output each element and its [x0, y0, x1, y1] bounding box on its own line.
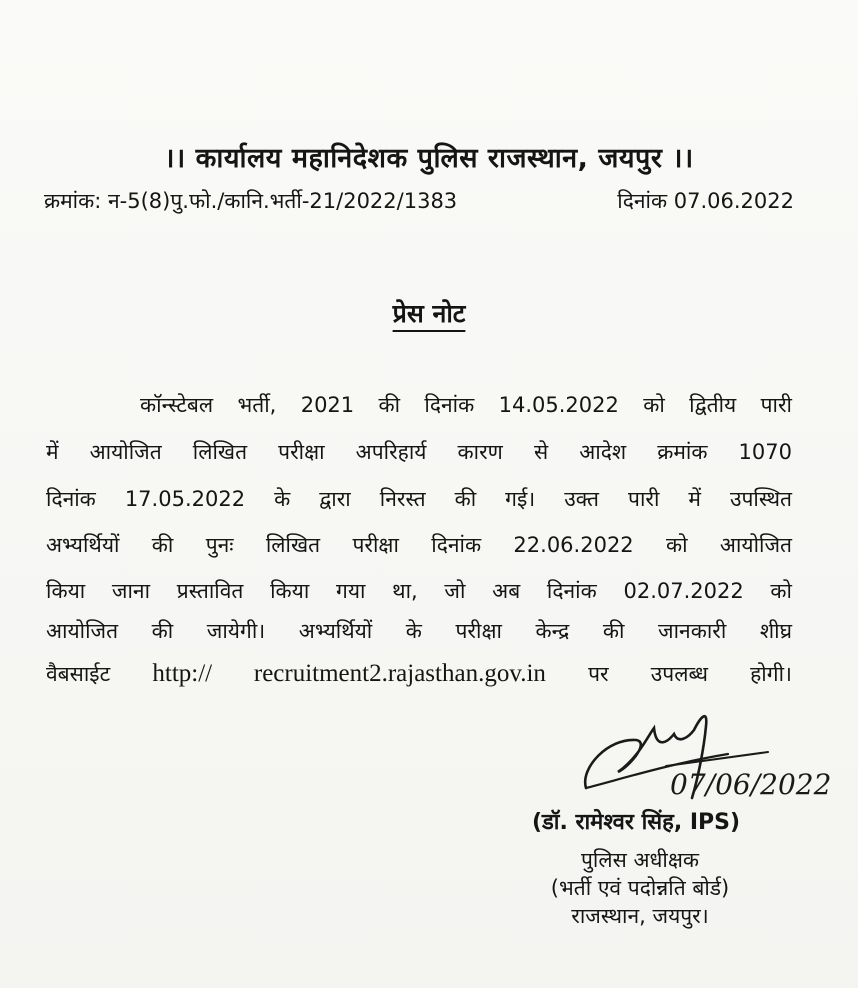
press-note-title [0, 296, 858, 330]
signatory-name: (डॉ. रामेश्वर सिंह, IPS) [531, 810, 741, 835]
designation-line-1: पुलिस अधीक्षक [580, 848, 700, 872]
reference-line [44, 187, 794, 215]
handwritten-signature [578, 708, 848, 804]
reference-number: क्रमांक: न-5(8)पु.फो./कानि.भर्ती-21/2022/1383 [44, 189, 458, 213]
designation-line-2: (भर्ती एवं पदोन्नति बोर्ड) [550, 876, 730, 900]
body-line-7 [46, 659, 792, 689]
website-label: वैबसाईट [46, 662, 111, 686]
body-line-5: किया जाना प्रस्तावित किया गया था, जो अब दिनांक 02.07.2022 को [46, 579, 792, 603]
body-line-2: में आयोजित लिखित परीक्षा अपरिहार्य कारण से आदेश क्रमांक 1070 [46, 440, 792, 464]
website-url[interactable]: http:// recruitment2.rajasthan.gov.in [152, 660, 546, 687]
body-line-6: आयोजित की जायेगी। अभ्यर्थियों के परीक्षा केन्द्र की जानकारी शीघ्र [46, 619, 792, 643]
website-suffix: पर उपलब्ध होगी। [588, 662, 792, 686]
press-note-title-text: प्रेस नोट [392, 299, 466, 328]
designation-line-3: राजस्थान, जयपुर। [571, 904, 709, 928]
office-title: ।। कार्यालय महानिदेशक पुलिस राजस्थान, जयपुर ।। [164, 143, 694, 174]
signature-date: 07/06/2022 [670, 768, 832, 801]
body-line-1: कॉन्स्टेबल भर्ती, 2021 की दिनांक 14.05.2022 को द्वितीय पारी [140, 393, 792, 417]
reference-date: दिनांक 07.06.2022 [617, 189, 794, 213]
body-line-4: अभ्यर्थियों की पुनः लिखित परीक्षा दिनांक 22.06.2022 को आयोजित [46, 533, 792, 557]
body-line-3: दिनांक 17.05.2022 के द्वारा निरस्त की गई। उक्त पारी में उपस्थित [46, 487, 792, 511]
